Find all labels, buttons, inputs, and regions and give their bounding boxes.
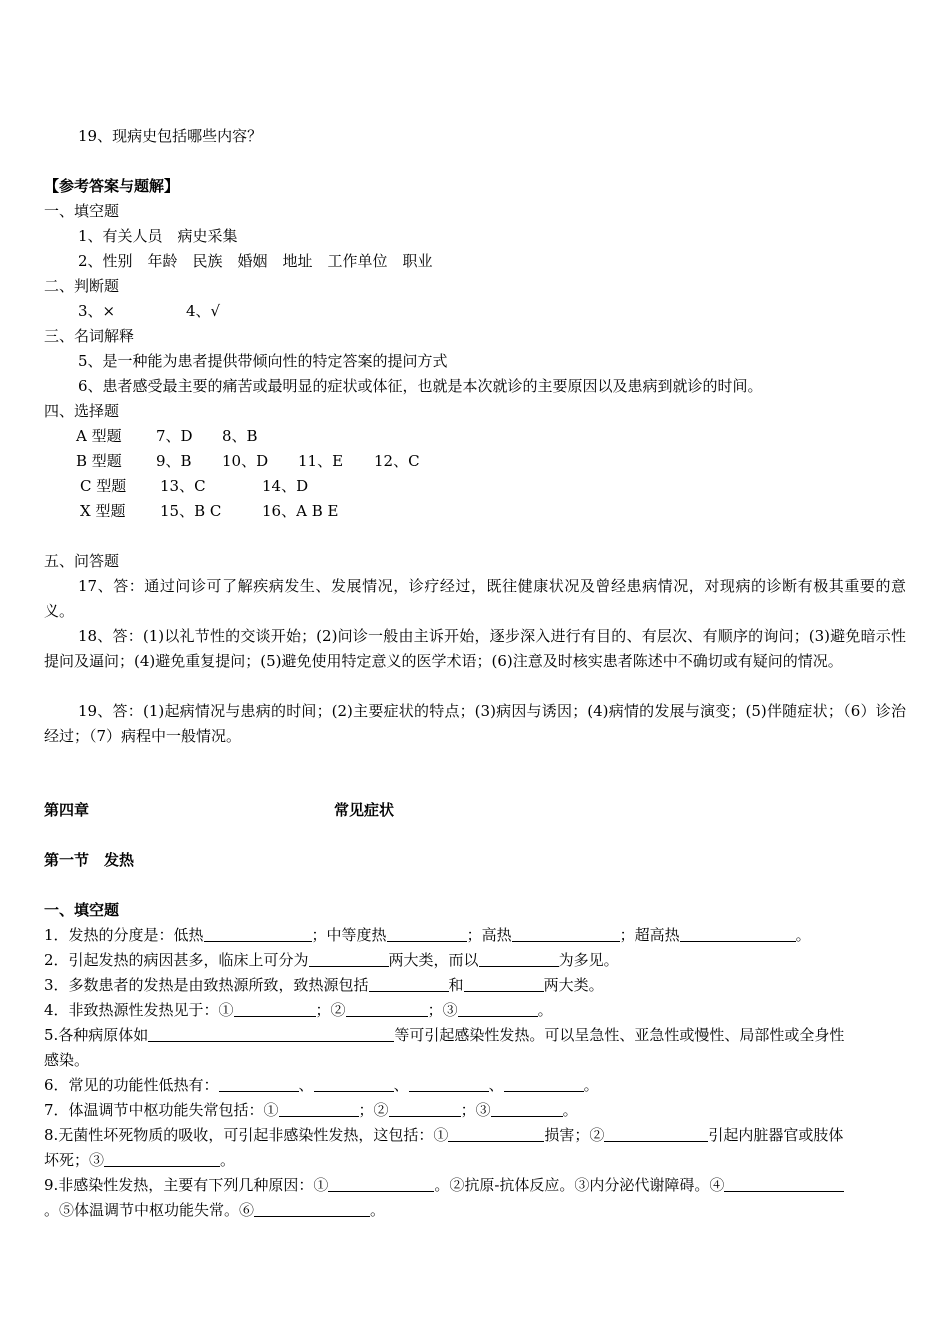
- answer-2: 2、性别 年龄 民族 婚姻 地址 工作单位 职业: [78, 252, 433, 270]
- answer-blank[interactable]: [234, 1000, 316, 1017]
- answer-blank[interactable]: [389, 1100, 461, 1117]
- answer-blank[interactable]: [104, 1150, 220, 1167]
- fill-question-9-continued: 。⑤体温调节中枢功能失常。⑥ 。: [44, 1201, 386, 1219]
- answer-5: 5、是一种能为患者提供带倾向性的特定答案的提问方式: [78, 352, 448, 370]
- fill-question-8-continued: 坏死；③ 。: [44, 1151, 236, 1169]
- answer-6: 6、患者感受最主要的痛苦或最明显的症状或体征，也就是本次就诊的主要原因以及患病到就诊的时间。: [78, 377, 763, 395]
- answer-blank[interactable]: [479, 950, 559, 967]
- answer-blank[interactable]: [328, 1175, 434, 1192]
- section-title: 第一节 发热: [44, 851, 135, 869]
- answer-18: 18、答：(1)以礼节性的交谈开始；(2)问诊一般由主诉开始，逐步深入进行有目的、有层次、有顺序的询问；(3)避免暗示性提问及逼问；(4)避免重复提问；(5)避免使用特定意义的医学术语；(6)注意及时核实患者陈述中不确切或有疑问的情况。: [44, 627, 906, 670]
- answer-blank[interactable]: [204, 925, 312, 942]
- choice-answer: 7、D: [156, 427, 193, 445]
- choice-answer: 9、B: [156, 452, 192, 470]
- answer-19: 19、答：(1)起病情况与患病的时间；(2)主要症状的特点；(3)病因与诱因；(4)病情的发展与演变；(5)伴随症状；（6）诊治经过；（7）病程中一般情况。: [44, 702, 906, 745]
- answer-blank[interactable]: [387, 925, 467, 942]
- answer-blank[interactable]: [254, 1200, 370, 1217]
- answer-3: 3、×: [78, 302, 116, 320]
- section-choice-title: 四、选择题: [44, 402, 120, 420]
- choice-answer: 16、A B E: [262, 502, 339, 520]
- section-qa-title: 五、问答题: [44, 552, 120, 570]
- choice-type-x-label: X 型题: [80, 502, 126, 520]
- fill-question-7: 7．体温调节中枢功能失常包括：① ；② ；③ 。: [44, 1101, 578, 1119]
- chapter-title: 常见症状: [334, 801, 395, 819]
- choice-answer: 12、C: [374, 452, 420, 470]
- answer-blank[interactable]: [314, 1075, 394, 1092]
- answer-blank[interactable]: [458, 1000, 538, 1017]
- answer-blank[interactable]: [279, 1100, 359, 1117]
- fill-question-5-continued: 感染。: [44, 1051, 90, 1069]
- choice-answer: 13、C: [160, 477, 206, 495]
- fill-question-2: 2．引起发热的病因甚多，临床上可分为 两大类，而以 为多见。: [44, 951, 619, 969]
- answer-blank[interactable]: [504, 1075, 584, 1092]
- answer-blank[interactable]: [512, 925, 620, 942]
- section-true-false-title: 二、判断题: [44, 277, 120, 295]
- answer-blank[interactable]: [724, 1175, 844, 1192]
- fill-in-title: 一、填空题: [44, 901, 120, 919]
- choice-answer: 14、D: [262, 477, 309, 495]
- choice-type-a-label: A 型题: [76, 427, 122, 445]
- choice-answer: 11、E: [298, 452, 344, 470]
- answer-17: 17、答：通过问诊可了解疾病发生、发展情况，诊疗经过，既往健康状况及曾经患病情况，对现病的诊断有极其重要的意义。: [44, 577, 906, 620]
- answer-blank[interactable]: [148, 1025, 394, 1042]
- answer-blank[interactable]: [464, 975, 544, 992]
- answer-blank[interactable]: [604, 1125, 708, 1142]
- fill-question-5: 5.各种病原体如 等可引起感染性发热。可以呈急性、亚急性或慢性、局部性或全身性: [44, 1026, 845, 1044]
- answer-blank[interactable]: [680, 925, 796, 942]
- answer-blank[interactable]: [491, 1100, 563, 1117]
- answer-blank[interactable]: [309, 950, 389, 967]
- fill-question-6: 6．常见的功能性低热有： 、 、 、 。: [44, 1076, 599, 1094]
- answer-1: 1、有关人员 病史采集: [78, 227, 238, 245]
- answer-blank[interactable]: [369, 975, 449, 992]
- fill-question-8: 8.无菌性坏死物质的吸收，可引起非感染性发热，这包括：① 损害；② 引起内脏器官或肢体: [44, 1126, 844, 1144]
- choice-answer: 8、B: [222, 427, 258, 445]
- fill-question-1: 1．发热的分度是：低热 ；中等度热 ；高热 ；超高热 。: [44, 926, 811, 944]
- section-fill-in-title: 一、填空题: [44, 202, 120, 220]
- choice-answer: 15、B C: [160, 502, 222, 520]
- fill-question-9: 9.非感染性发热，主要有下列几种原因：① 。②抗原-抗体反应。③内分泌代谢障碍。④: [44, 1173, 844, 1198]
- choice-type-c-label: C 型题: [80, 477, 127, 495]
- answer-blank[interactable]: [219, 1075, 299, 1092]
- chapter-number: 第四章: [44, 801, 90, 819]
- fill-question-4: 4．非致热源性发热见于：① ；② ；③ 。: [44, 1001, 553, 1019]
- choice-answer: 10、D: [222, 452, 269, 470]
- answer-blank[interactable]: [448, 1125, 544, 1142]
- question-19: 19、现病史包括哪些内容？: [78, 127, 263, 145]
- section-terms-title: 三、名词解释: [44, 327, 135, 345]
- answer-blank[interactable]: [346, 1000, 428, 1017]
- answer-blank[interactable]: [409, 1075, 489, 1092]
- fill-question-3: 3．多数患者的发热是由致热源所致，致热源包括 和 两大类。: [44, 976, 604, 994]
- answer-4: 4、√: [186, 302, 221, 320]
- choice-type-b-label: B 型题: [76, 452, 122, 470]
- reference-answers-heading: 【参考答案与题解】: [44, 177, 180, 195]
